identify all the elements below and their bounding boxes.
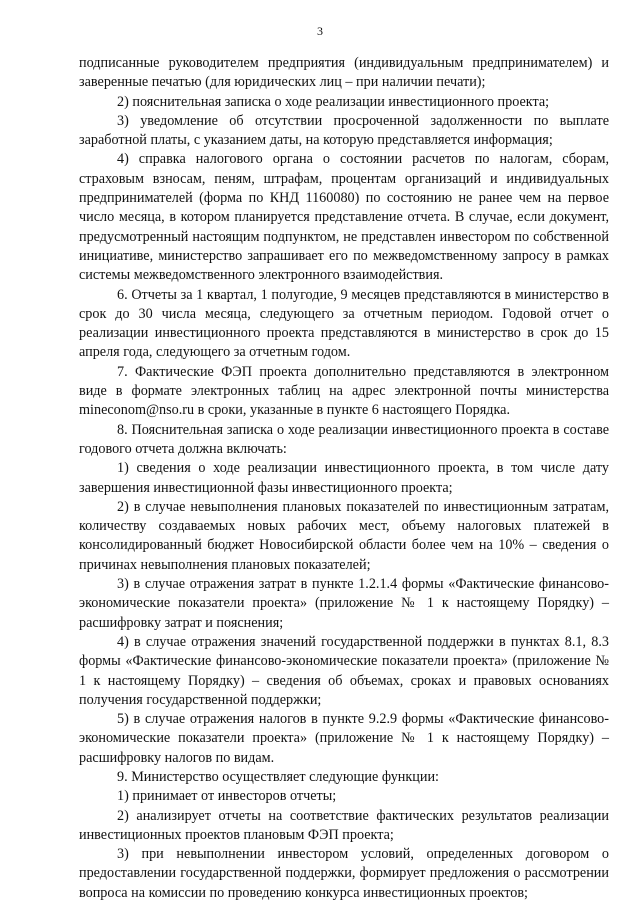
paragraph-section-8: 8. Пояснительная записка о ходе реализации инвестиционного проекта в составе годового отчета должна включать:: [79, 421, 609, 457]
paragraph-section-6: 6. Отчеты за 1 квартал, 1 полугодие, 9 месяцев представляются в министерство в срок до 30 числа месяца, следующего за отчетным периодом. Годовой отчет о реализации инвестиционного проекта представляются в министерство в срок до 15 апреля года, следующего за отчетным годом.: [79, 286, 609, 361]
paragraph-section-8-item-3: 3) в случае отражения затрат в пункте 1.2.1.4 формы «Фактические финансово-экономические показатели проекта» (приложение № 1 к настоящему Порядку) – расшифровку затрат и пояснения;: [79, 576, 609, 631]
paragraph-section-9-item-3: 3) при невыполнении инвестором условий, определенных договором о предоставлении государственной поддержки, формирует предложения о рассмотрении вопроса на комиссии по проведению конкурса инвестиционных проектов;: [79, 846, 609, 901]
paragraph-section-9-item-2: 2) анализирует отчеты на соответствие фактических результатов реализации инвестиционных проектов плановым ФЭП проекта;: [79, 807, 609, 843]
document-body: [79, 54, 609, 903]
paragraph-section-9: 9. Министерство осуществляет следующие функции:: [117, 768, 439, 785]
paragraph-section-8-item-5: 5) в случае отражения налогов в пункте 9.2.9 формы «Фактические финансово-экономические показатели проекта» (приложение № 1 к настоящему Порядку) – расшифровку налогов по видам.: [79, 711, 609, 766]
paragraph-section-8-item-4: 4) в случае отражения значений государственной поддержки в пунктах 8.1, 8.3 формы «Фактические финансово-экономические показатели проекта» (приложение № 1 к настоящему Порядку) – сведения об объемах, сроках и правовых основаниях получения государственной поддержки;: [79, 633, 609, 708]
paragraph-section-9-item-1: 1) принимает от инвесторов отчеты;: [117, 788, 337, 805]
paragraph-section-8-item-2: 2) в случае невыполнения плановых показателей по инвестиционным затратам, количеству создаваемых новых рабочих мест, объему налоговых платежей в консолидированный бюджет Новосибирской области более чем на 10% – сведения о причинах невыполнения плановых показателей;: [79, 498, 609, 573]
paragraph-item-2: 2) пояснительная записка о ходе реализации инвестиционного проекта;: [117, 93, 550, 110]
paragraph-continuation: подписанные руководителем предприятия (индивидуальным предпринимателем) и заверенные печатью (для юридических лиц – при наличии печати);: [79, 55, 609, 91]
page-number: 3: [317, 24, 323, 38]
paragraph-section-7: 7. Фактические ФЭП проекта дополнительно представляются в электронном виде в формате электронных таблиц на адрес электронной почты министерства mineconom@nso.ru в сроки, указанные в пункте 6 настоящего Порядка.: [79, 363, 609, 419]
paragraph-section-8-item-1: 1) сведения о ходе реализации инвестиционного проекта, в том числе дату завершения инвестиционной фазы инвестиционного проекта;: [79, 460, 609, 496]
paragraph-item-4: 4) справка налогового органа о состоянии расчетов по налогам, сборам, страховым взносам, пеням, штрафам, процентам организаций и индивидуальных предпринимателей (форма по КНД 1160080) по состоянию не ранее чем на первое число месяца, в котором планируется представление отчета. В случае, если документ, предусмотренный настоящим подпунктом, не представлен инвестором по собственной инициативе, министерство запрашивает его по межведомственному запросу в рамках системы межведомственного электронного взаимодействия.: [79, 151, 609, 284]
paragraph-item-3: 3) уведомление об отсутствии просроченной задолженности по выплате заработной платы, с указанием даты, на которую представляется информация;: [79, 112, 609, 149]
